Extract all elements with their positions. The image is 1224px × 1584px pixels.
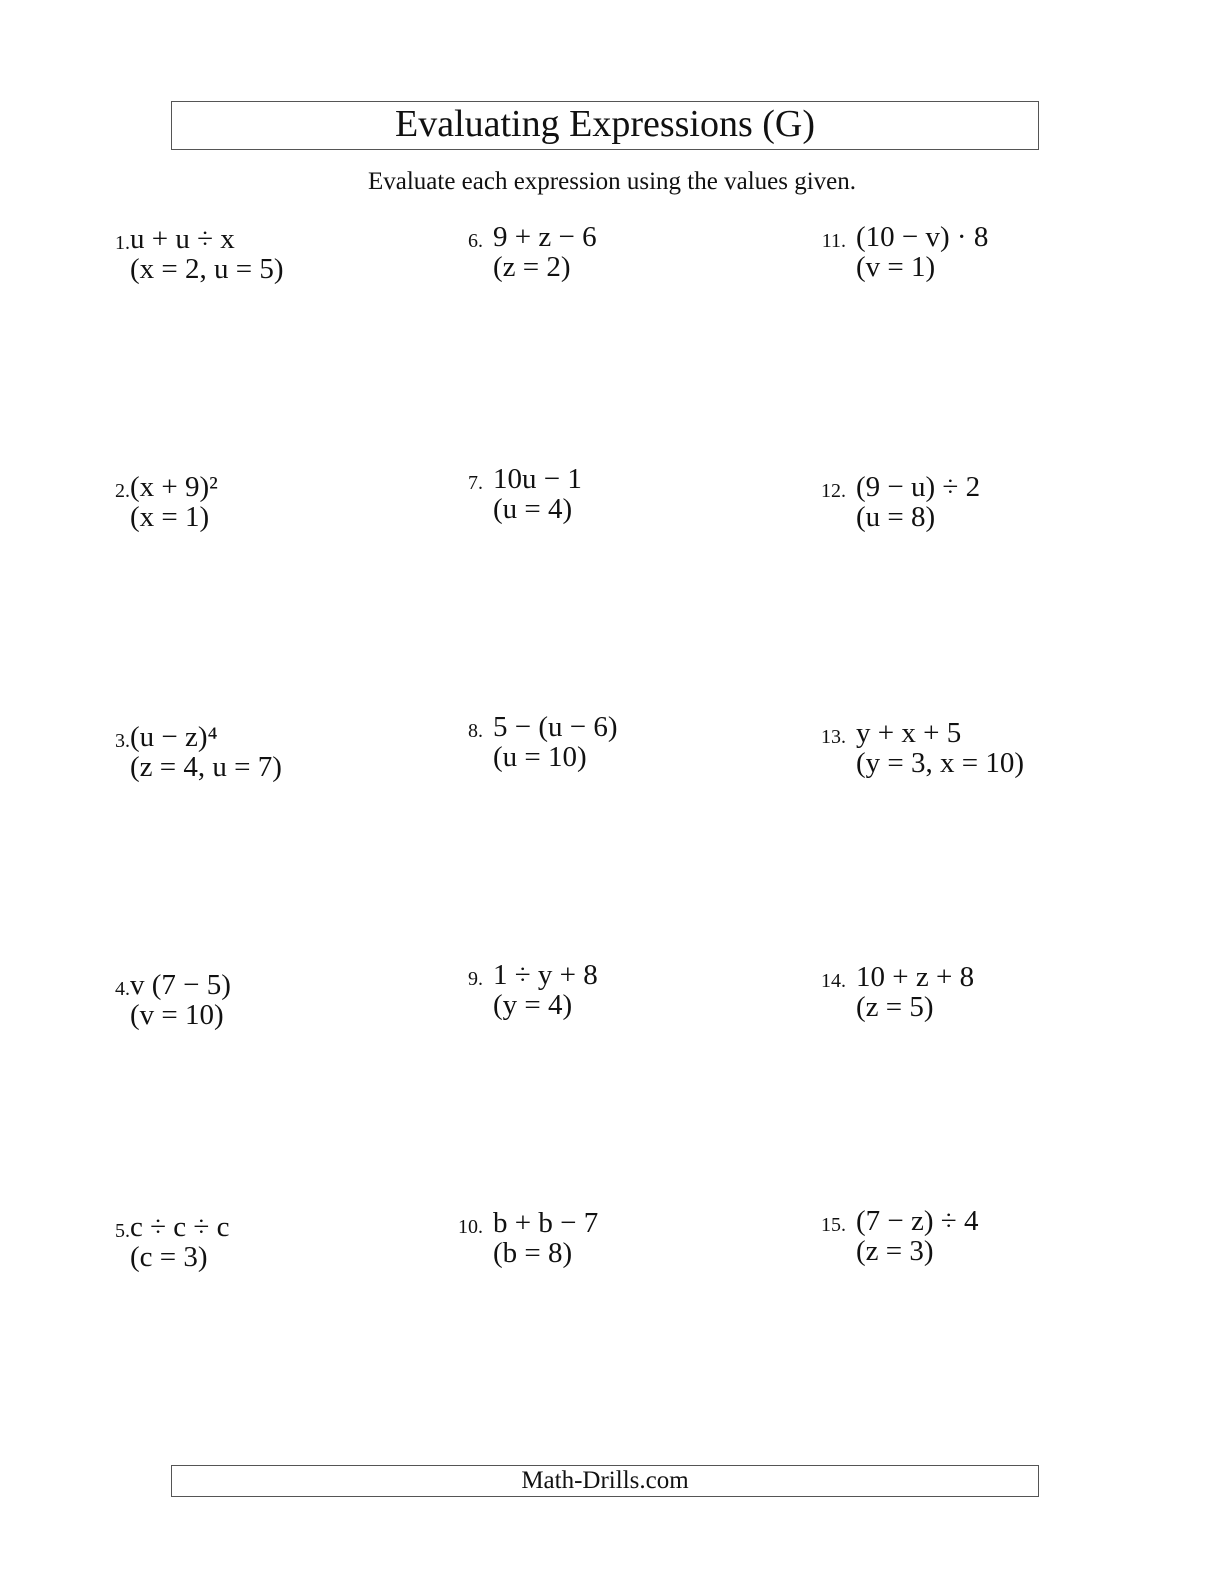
problem-expression: (x + 9)² xyxy=(130,471,218,503)
problem-expression: (7 − z) ÷ 4 xyxy=(856,1205,979,1237)
problem-values: (z = 4, u = 7) xyxy=(130,751,282,783)
problem-expression: 5 − (u − 6) xyxy=(493,711,618,743)
problem-number: 14. xyxy=(821,970,846,992)
problem-number: 11. xyxy=(821,230,846,252)
problem-expression: u + u ÷ x xyxy=(130,223,235,255)
problem-values: (x = 1) xyxy=(130,501,210,533)
footer-site-name: Math-Drills.com xyxy=(171,1465,1039,1497)
problem-number: 3. xyxy=(115,730,130,752)
problem-expression: v (7 − 5) xyxy=(130,969,231,1001)
problem-number: 8. xyxy=(468,720,483,742)
problem-number: 10. xyxy=(458,1216,483,1238)
problem-values: (u = 4) xyxy=(493,493,573,525)
problem-values: (z = 5) xyxy=(856,991,934,1023)
problem-expression: y + x + 5 xyxy=(856,717,962,749)
problem-number: 7. xyxy=(468,472,483,494)
problem-values: (b = 8) xyxy=(493,1237,573,1269)
problem-values: (y = 4) xyxy=(493,989,573,1021)
problem-number: 1. xyxy=(115,232,130,254)
problem-values: (c = 3) xyxy=(130,1241,208,1273)
problem-expression: b + b − 7 xyxy=(493,1207,599,1239)
problem-values: (v = 10) xyxy=(130,999,224,1031)
problem-values: (z = 2) xyxy=(493,251,571,283)
problem-values: (x = 2, u = 5) xyxy=(130,253,284,285)
problem-number: 13. xyxy=(821,726,846,748)
instructions: Evaluate each expression using the values given. xyxy=(367,168,857,195)
problem-number: 9. xyxy=(468,968,483,990)
problem-expression: c ÷ c ÷ c xyxy=(130,1211,230,1243)
problem-expression: 1 ÷ y + 8 xyxy=(493,959,598,991)
problem-expression: (10 − v) · 8 xyxy=(856,221,989,253)
problem-values: (v = 1) xyxy=(856,251,936,283)
problem-expression: 10u − 1 xyxy=(493,463,582,495)
problem-number: 2. xyxy=(115,480,130,502)
problem-values: (u = 8) xyxy=(856,501,936,533)
problem-expression: 9 + z − 6 xyxy=(493,221,597,253)
problem-expression: 10 + z + 8 xyxy=(856,961,975,993)
problem-number: 5. xyxy=(115,1220,130,1242)
problem-values: (y = 3, x = 10) xyxy=(856,747,1025,779)
problem-number: 6. xyxy=(468,230,483,252)
problem-number: 12. xyxy=(821,480,846,502)
problem-number: 15. xyxy=(821,1214,846,1236)
problem-values: (u = 10) xyxy=(493,741,587,773)
worksheet-title: Evaluating Expressions (G) xyxy=(171,101,1039,150)
problem-expression: (u − z)⁴ xyxy=(130,721,218,753)
problem-number: 4. xyxy=(115,978,130,1000)
problem-expression: (9 − u) ÷ 2 xyxy=(856,471,981,503)
problem-values: (z = 3) xyxy=(856,1235,934,1267)
